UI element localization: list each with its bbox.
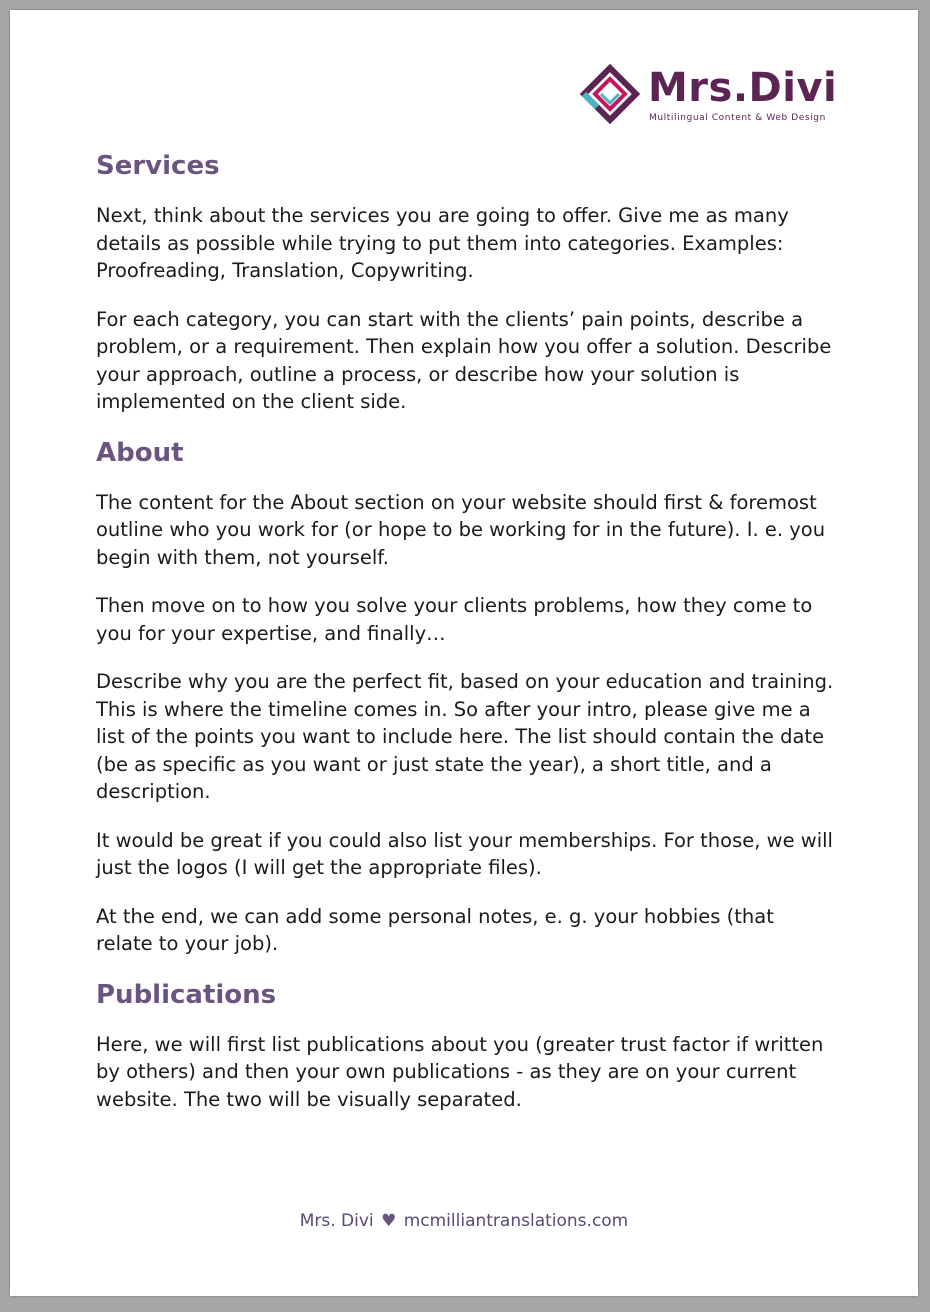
about-paragraph: At the end, we can add some personal notes, e. g. your hobbies (that relate to your job).: [96, 904, 774, 955]
section-heading-publications: Publications: [96, 979, 277, 1010]
page-footer: [10, 1210, 918, 1232]
footer-website-link[interactable]: mcmilliantranslations.com: [403, 1211, 629, 1231]
section-heading-about: About: [96, 437, 184, 468]
logo-wordmark: Mrs.Divi: [648, 65, 838, 111]
about-paragraph: Then move on to how you solve your clients problems, how they come to you for your expertise, and finally…: [96, 594, 813, 645]
section-heading-services: Services: [96, 151, 220, 181]
publications-paragraph: Here, we will first list publications about you (greater trust factor if written by others) and then your own publications - as they are on your current website. The two will be visually separated.: [96, 1032, 824, 1111]
services-paragraph: For each category, you can start with the clients’ pain points, describe a problem, or a requirement. Then explain how you offer a solution. Describe your approach, outline a process, or describe how your solution is implemented on the client side.: [96, 307, 832, 413]
document-body: [96, 150, 836, 1134]
diamond-logo-icon: [580, 64, 640, 124]
logo-tagline: Multilingual Content & Web Design: [649, 113, 826, 123]
footer-brand: Mrs. Divi: [299, 1211, 374, 1231]
services-paragraph: Next, think about the services you are going to offer. Give me as many details as possible while trying to put them into categories. Examples: Proofreading, Translation, Copywriting.: [96, 204, 789, 282]
heart-icon: ♥: [381, 1211, 397, 1231]
brand-logo: [580, 62, 840, 128]
document-page: [10, 10, 918, 1296]
about-paragraph: It would be great if you could also list your memberships. For those, we will just the logos (I will get the appropriate files).: [96, 828, 833, 879]
about-paragraph: The content for the About section on your website should first & foremost outline who you work for (or hope to be working for in the future). I. e. you begin with them, not yourself.: [96, 490, 826, 569]
about-paragraph: Describe why you are the perfect fit, based on your education and training. This is where the timeline comes in. So after your intro, please give me a list of the points you want to include here. The list should contain the date (be as specific as you want or just state the year), a short title, and a description.: [96, 670, 834, 803]
